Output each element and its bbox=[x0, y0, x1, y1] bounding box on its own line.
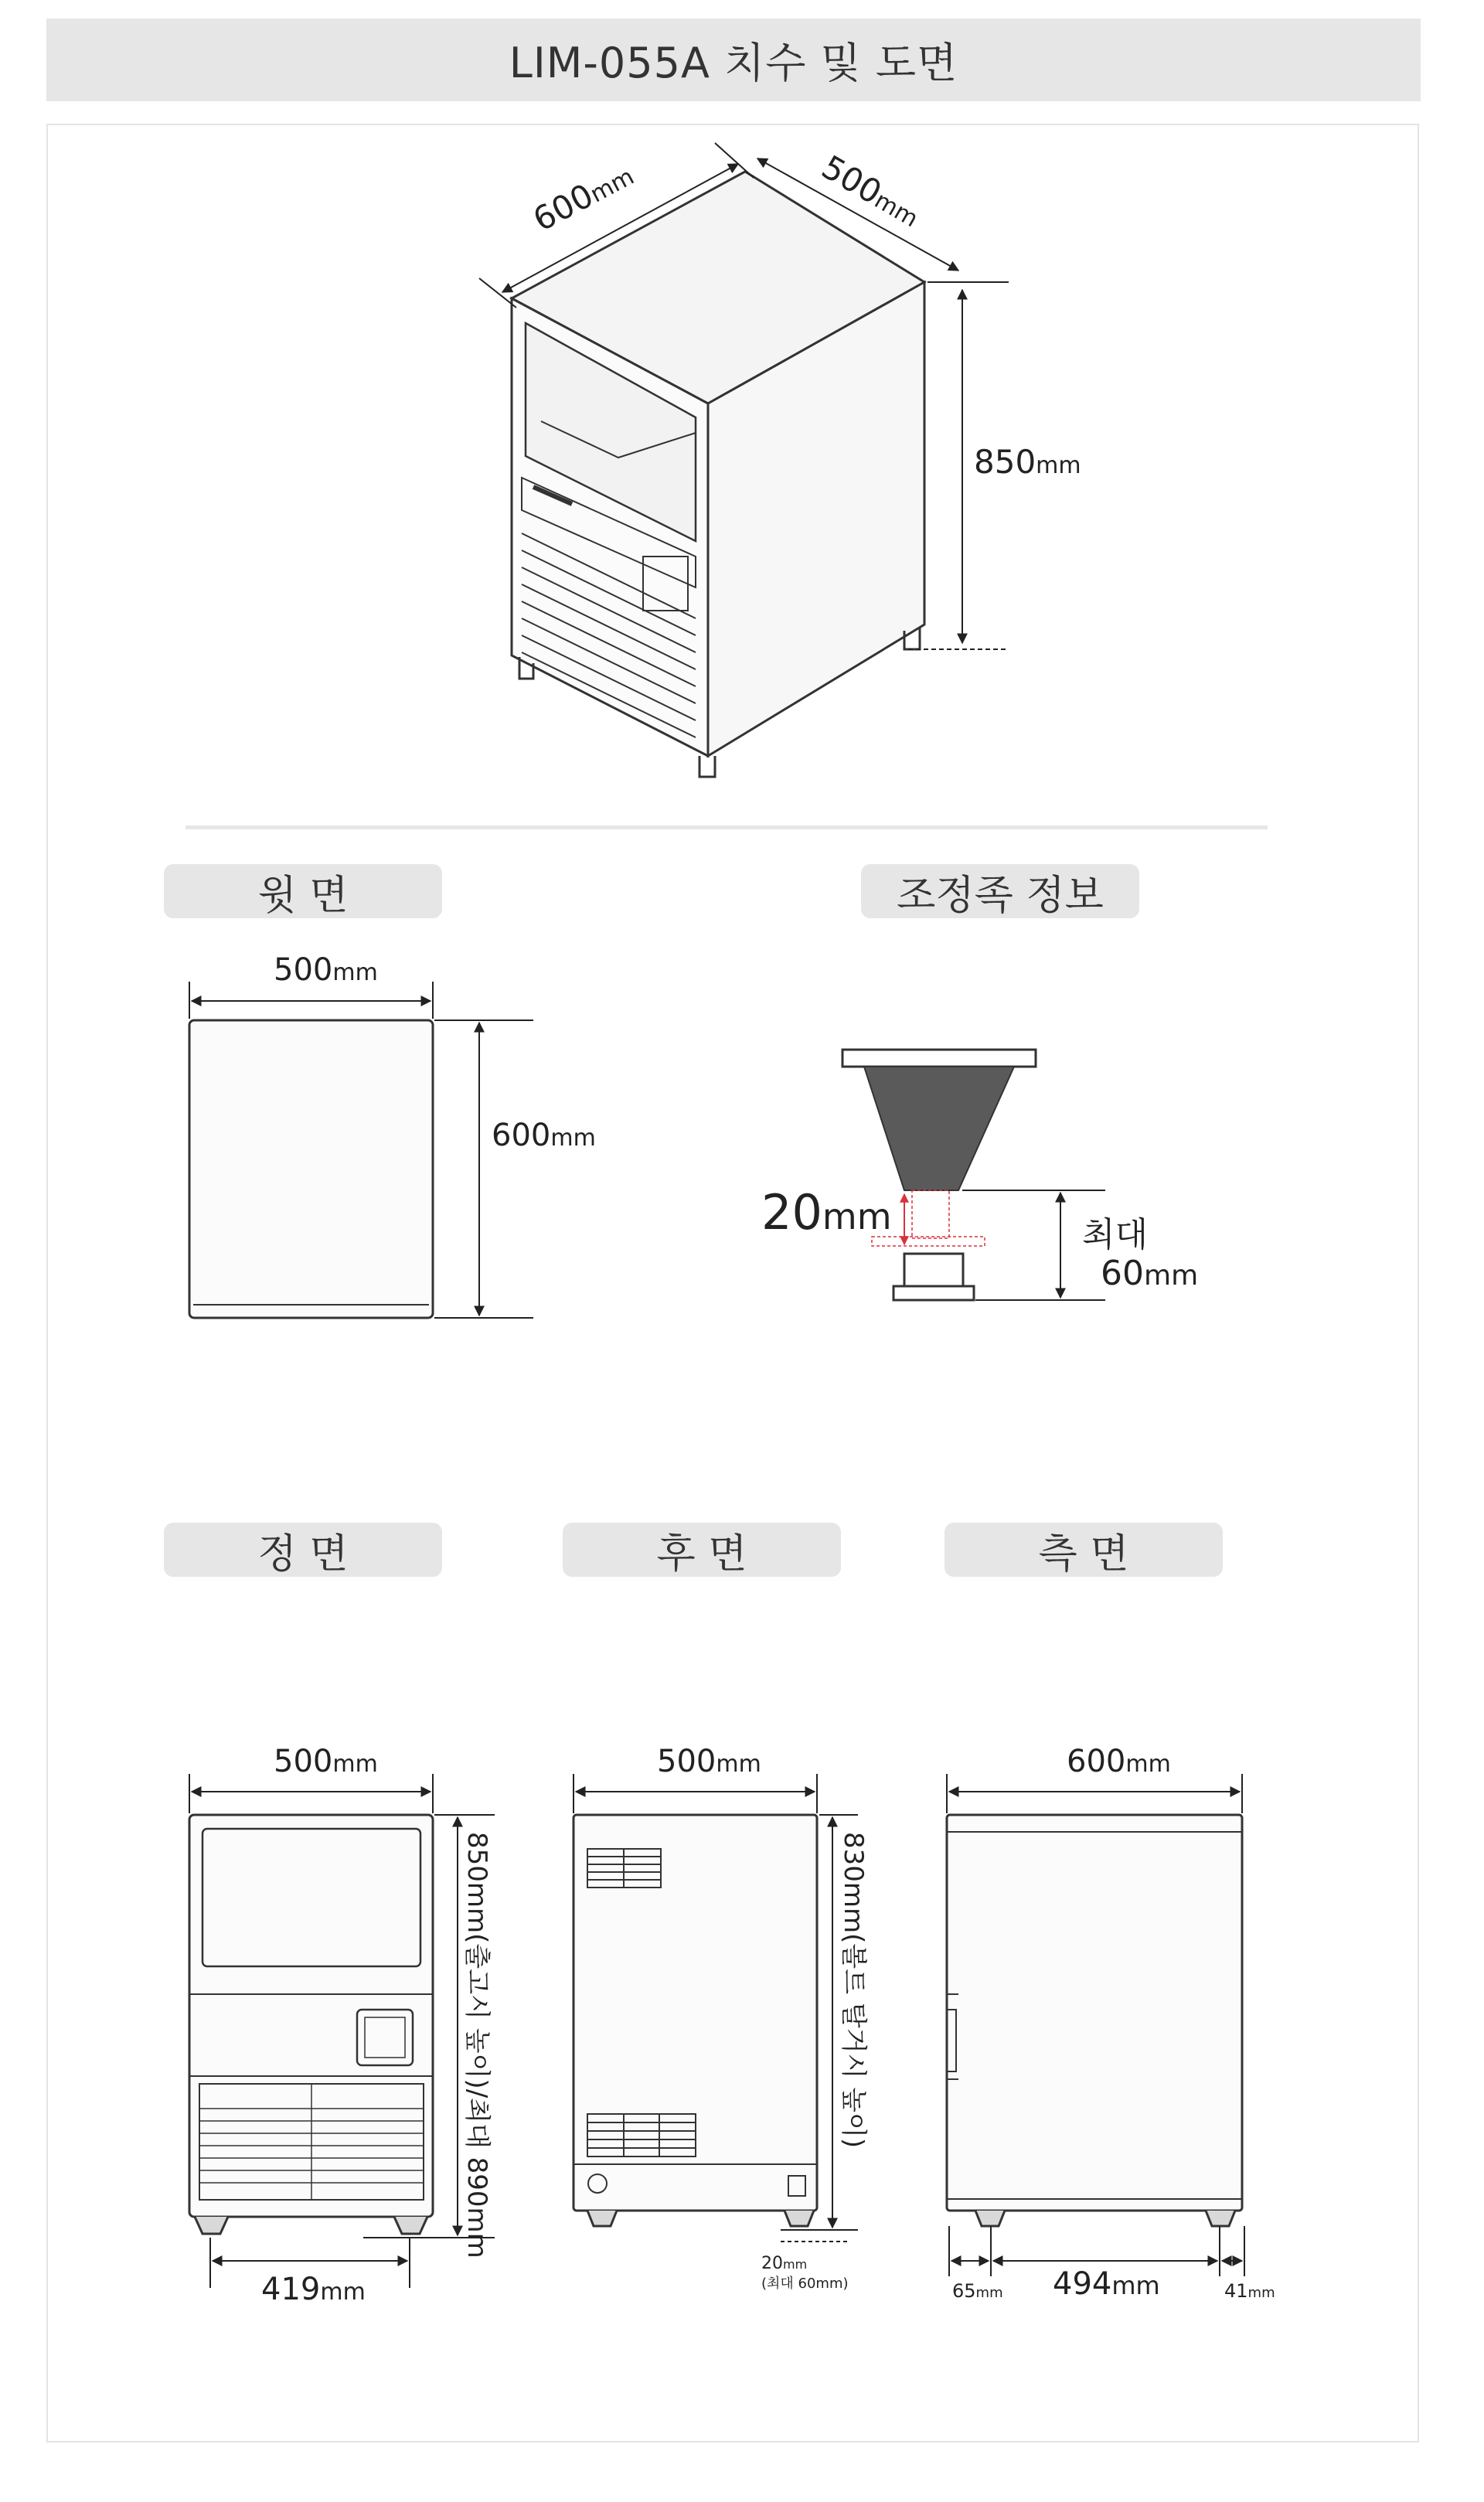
side-left-value: 65mm bbox=[952, 2280, 1003, 2302]
top-depth-value: 600mm bbox=[492, 1118, 596, 1153]
front-width-value: 500mm bbox=[274, 1744, 378, 1779]
iso-depth-value: 500mm bbox=[815, 148, 923, 233]
section-label-side: 측 면 bbox=[945, 1523, 1223, 1577]
page-title: LIM-055A 치수 및 도면 bbox=[46, 19, 1421, 101]
top-width-value: 500mm bbox=[274, 952, 378, 988]
rear-adjust-max: (최대 60mm) bbox=[761, 2276, 849, 2292]
adjust-foot-diagram bbox=[842, 1050, 1105, 1300]
top-view bbox=[189, 1020, 433, 1318]
rear-width-value: 500mm bbox=[657, 1744, 761, 1779]
section-label-top: 윗 면 bbox=[164, 864, 442, 918]
isometric-view bbox=[512, 172, 924, 777]
foot-max-value: 60mm bbox=[1101, 1254, 1199, 1293]
rear-height-value: 830mm(볼트 탈거시 높이) bbox=[838, 1832, 869, 2149]
iso-height-value: 850mm bbox=[974, 443, 1081, 481]
rear-view bbox=[574, 1815, 817, 2226]
iso-width-value: 600mm bbox=[526, 163, 639, 239]
side-right-value: 41mm bbox=[1224, 2280, 1275, 2302]
front-height-value: 850mm(출고시 높이)/최대 890mm bbox=[461, 1832, 492, 2259]
rear-adjust-value: 20mm bbox=[761, 2254, 808, 2273]
front-view bbox=[189, 1815, 433, 2234]
section-label-rear: 후 면 bbox=[563, 1523, 841, 1577]
foot-adjust-value: 20mm bbox=[761, 1184, 892, 1241]
section-label-foot: 조정족 정보 bbox=[861, 864, 1139, 918]
side-view bbox=[947, 1815, 1242, 2226]
front-legs-value: 419mm bbox=[261, 2272, 366, 2307]
side-mid-value: 494mm bbox=[1053, 2266, 1160, 2302]
side-width-value: 600mm bbox=[1067, 1744, 1171, 1779]
section-label-front: 정 면 bbox=[164, 1523, 442, 1577]
foot-max-label: 최대 bbox=[1082, 1215, 1149, 1254]
